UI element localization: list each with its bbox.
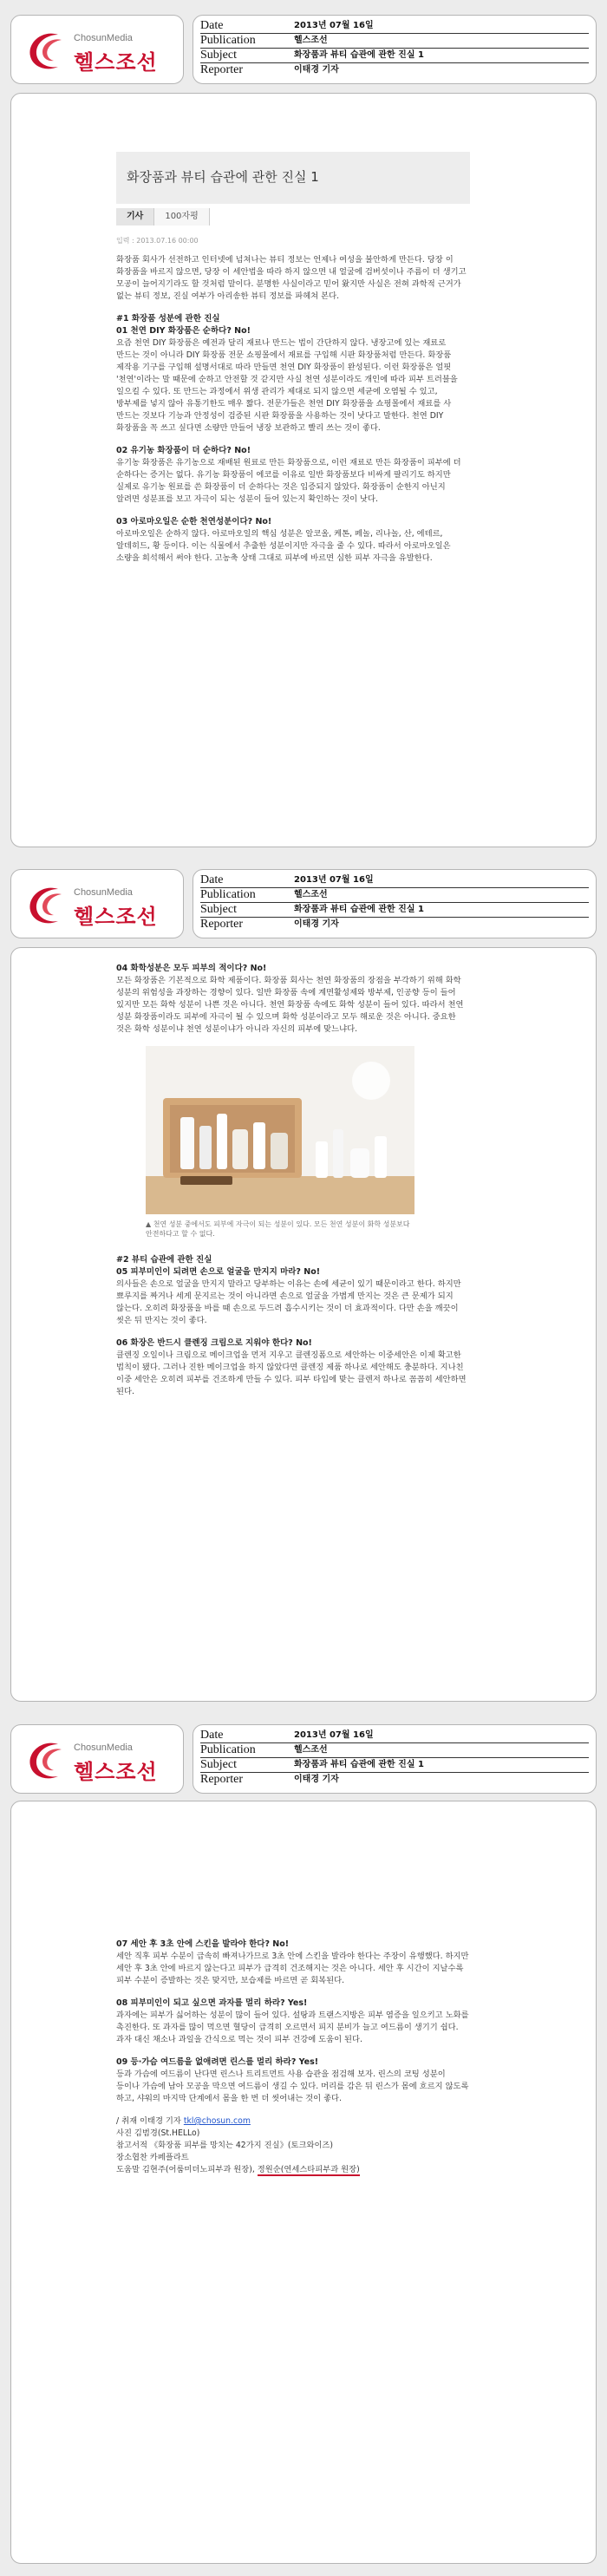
tab-comments[interactable]: 100자평: [154, 208, 209, 226]
meta-row-reporter: [200, 918, 589, 932]
brand-logo: [10, 1724, 184, 1794]
meta-row-date: [200, 873, 589, 888]
credit-line: 참고서적 《화장품 피부를 망치는 42가지 진실》(토크와이즈): [116, 2141, 334, 2150]
page-header: [10, 869, 597, 945]
article-column-1: [116, 152, 470, 575]
meta-value: 이태경 기자: [294, 1775, 339, 1784]
photo-caption: ▲ 천연 성분 중에서도 피부에 자극이 되는 성분이 있다. 모든 천연 성분이 화학 성분보다 안전하다고 할 수 없다.: [146, 1220, 410, 1238]
cosmetics-photo-illustration: [146, 1046, 414, 1214]
credit-line-advisors: [116, 2164, 470, 2176]
meta-row-subject: [200, 49, 589, 63]
section-08: [116, 1997, 470, 2046]
meta-key: Subject: [200, 903, 237, 916]
brand-name-en: ChosunMedia: [74, 887, 133, 898]
meta-key: Subject: [200, 1758, 237, 1771]
section-03: [116, 516, 470, 565]
meta-row-publication: [200, 888, 589, 903]
reporter-email-link[interactable]: tkl@chosun.com: [183, 2116, 251, 2126]
meta-row-subject: [200, 903, 589, 918]
meta-row-reporter: [200, 1773, 589, 1788]
section-body: 등과 가슴에 여드름이 난다면 린스나 트리트먼트 사용 습관을 점검해 보자. 린스의 코팅 성분이 등이나 가슴에 남아 모공을 막으면 여드름이 생길 수 있다. 머리를 감은 뒤 린스가 몸에 흐르지 않도록 하고, 샤워의 마지막 단계에서 몸을 한 번 더 씻어내는 것이 좋다.: [116, 2069, 469, 2103]
page-header: [10, 15, 597, 91]
article-tabs: [116, 208, 470, 226]
meta-key: Publication: [200, 888, 256, 901]
brand-name-en: ChosunMedia: [74, 1742, 133, 1753]
section-body: 세안 직후 피부 수분이 급속히 빠져나가므로 3초 안에 스킨을 발라야 한다는 주장이 유행했다. 하지만 세안 후 3초 안에 바르지 않는다고 피부가 급격히 건조해지는 것은 아니다. 세안 후 시간이 지날수록 피부 수분이 증발하는 것은 맞지만, 보습제를 바르면 곧 회복된다.: [116, 1952, 469, 1985]
article-title: 화장품과 뷰티 습관에 관한 진실 1: [116, 152, 470, 204]
section-subheading: 02 유기농 화장품이 더 순하다? No!: [116, 446, 251, 455]
meta-value: 2013년 07월 16일: [294, 875, 374, 885]
section-subheading: 01 천연 DIY 화장품은 순하다? No!: [116, 326, 251, 336]
meta-key: Date: [200, 19, 224, 32]
section-01: [116, 313, 470, 435]
meta-row-reporter: [200, 63, 589, 78]
brand-logo: [10, 15, 184, 84]
section-05: [116, 1254, 470, 1327]
meta-row-subject: [200, 1758, 589, 1773]
meta-row-publication: [200, 34, 589, 49]
meta-table: [193, 15, 597, 84]
brand-name-en: ChosunMedia: [74, 33, 133, 43]
meta-table: [193, 1724, 597, 1794]
meta-value: 2013년 07월 16일: [294, 21, 374, 30]
meta-value: 이태경 기자: [294, 65, 339, 75]
section-04: [116, 963, 470, 1036]
credit-line: 사진 김범경(St.HELLo): [116, 2128, 200, 2138]
section-body: 모든 화장품은 기본적으로 화학 제품이다. 화장품 회사는 천연 화장품의 장점을 부각하기 위해 화학 성분의 위험성을 과장하는 경향이 있다. 일반 화장품 속에 계면활성제와 방부제, 인공향 등이 들어 있지만 모든 화학 성분이 나쁜 것은 아니다. 천연 화장품 속에도 화학 성분이 들어 있다. 따라서 천연 성분 화장품이라도 피부에 자극이 될 수 있으며 화학 성분이라고 모두 해로운 것은 아니다. 중요한 것은 화학 성분이냐 천연 성분이냐가 아니라 자신의 피부에 맞느냐다.: [116, 976, 464, 1034]
credit-line: 장소협찬 카페플라트: [116, 2153, 189, 2162]
meta-row-publication: [200, 1743, 589, 1758]
section-subheading: 07 세안 후 3초 안에 스킨을 발라야 한다? No!: [116, 1939, 290, 1949]
meta-value: 화장품과 뷰티 습관에 관한 진실 1: [294, 905, 424, 914]
article-column-2: [116, 963, 470, 1409]
section-07: [116, 1939, 470, 1987]
article-intro: 화장품 회사가 선전하고 인터넷에 넘쳐나는 뷰티 정보는 언제나 여성을 불안하게 만든다. 당장 이 화장품을 바르지 않으면, 당장 이 세안법을 따라 하지 않으면 내 얼굴에 검버섯이나 주름이 더 생기고 모공이 늘어지기라도 할 것처럼 말이다. 분명한 사실이라고 믿어 왔지만 사실은 전혀 과학적 근거가 없는 뷰티 정보, 진실 여부가 아리송한 뷰티 정보를 파헤쳐 본다.: [116, 255, 467, 301]
section-body: 아로마오일은 순하지 않다. 아로마오일의 핵심 성분은 알코올, 케톤, 페놀, 리나놀, 산, 에테르, 알데히드, 황 등이다. 이는 식물에서 추출한 성분이지만 자극을 줄 수 있다. 따라서 아로마오일은 소량을 희석해서 써야 한다. 고농축 상태 그대로 피부에 바르면 심한 피부 자극을 유발한다.: [116, 529, 451, 563]
meta-value: 화장품과 뷰티 습관에 관한 진실 1: [294, 50, 424, 60]
article-photo-cosmetics: [146, 1046, 414, 1214]
meta-value: 화장품과 뷰티 습관에 관한 진실 1: [294, 1760, 424, 1769]
section-subheading: 09 등·가슴 여드름을 없애려면 린스를 멀리 하라? Yes!: [116, 2057, 319, 2067]
meta-key: Reporter: [200, 918, 243, 931]
brand-swoosh-icon: [23, 881, 70, 928]
section-subheading: 03 아로마오일은 순한 천연성분이다? No!: [116, 517, 272, 526]
publish-timestamp: 입력 : 2013.07.16 00:00: [116, 237, 199, 245]
meta-key: Reporter: [200, 1773, 243, 1786]
meta-row-date: [200, 1729, 589, 1743]
meta-value: 헬스조선: [294, 890, 328, 899]
page-header: [10, 1724, 597, 1801]
meta-key: Date: [200, 1729, 224, 1742]
section-heading: #1 화장품 성분에 관한 진실: [116, 314, 220, 324]
meta-value: 이태경 기자: [294, 919, 339, 929]
meta-key: Date: [200, 873, 224, 886]
meta-key: Publication: [200, 34, 256, 47]
brand-name-ko: 헬스조선: [74, 1760, 158, 1784]
article-column-3: [116, 1939, 470, 2187]
section-09: [116, 2056, 470, 2105]
section-body: 과자에는 피부가 싫어하는 성분이 많이 들어 있다. 설탕과 트랜스지방은 피부 염증을 일으키고 노화를 촉진한다. 또 과자를 많이 먹으면 혈당이 급격히 오르면서 피지 분비가 늘고 여드름이 생기기 쉽다. 과자 대신 채소나 과일을 간식으로 먹는 것이 피부 건강에 도움이 된다.: [116, 2010, 469, 2044]
brand-swoosh-icon: [23, 27, 70, 74]
meta-key: Reporter: [200, 63, 243, 76]
article-credits: [116, 2115, 470, 2176]
section-subheading: 08 피부미인이 되고 싶으면 과자를 멀리 하라? Yes!: [116, 1998, 308, 2008]
section-heading: #2 뷰티 습관에 관한 진실: [116, 1255, 212, 1265]
brand-logo: [10, 869, 184, 938]
credit-line: 도움말 김현주(어룸미더노피부과 원장),: [116, 2165, 255, 2174]
tab-article[interactable]: 기사: [116, 208, 154, 226]
byline: [116, 2115, 470, 2128]
section-subheading: 04 화학성분은 모두 피부의 적이다? No!: [116, 964, 267, 973]
section-body: 클렌징 오일이나 크림으로 메이크업을 먼저 지우고 클렌징폼으로 세안하는 이중세안은 이제 확고한 법칙이 됐다. 그러나 진한 메이크업을 하지 않았다면 클렌징 제품 하나로 세안해도 충분하다. 지나친 이중 세안은 오히려 피부를 건조하게 만들 수 있다. 피부 타입에 맞는 클렌저 하나로 꼼꼼히 세안하면 된다.: [116, 1350, 467, 1396]
section-06: [116, 1337, 470, 1398]
section-02: [116, 445, 470, 506]
byline-prefix: / 취재 이태경 기자: [116, 2116, 181, 2126]
brand-name-ko: 헬스조선: [74, 905, 158, 929]
meta-value: 헬스조선: [294, 36, 328, 45]
section-body: 유기농 화장품은 유기농으로 재배된 원료로 만든 화장품으로, 이런 재료로 만든 화장품이 피부에 더 순하다는 증거는 없다. 유기농 화장품이 에코를 이유로 일반 화장품보다 비싸게 팔리기도 하지만 실제로 유기농 원료를 쓴 화장품이 더 순하다는 것은 입증되지 않았다. 화장품이 순한지 아닌지 알려면 성분표를 보고 자극이 되는 성분이 들어 있는지 확인하는 것이 낫다.: [116, 458, 461, 504]
meta-key: Publication: [200, 1743, 256, 1756]
highlighted-advisor: 정원순(연세스타피부과 원장): [257, 2165, 360, 2174]
meta-value: 헬스조선: [294, 1745, 328, 1755]
section-subheading: 05 피부미인이 되려면 손으로 얼굴을 만지지 마라? No!: [116, 1267, 321, 1277]
section-body: 의사들은 손으로 얼굴을 만지지 말라고 당부하는 이유는 손에 세균이 있기 때문이라고 한다. 하지만 뾰루지를 짜거나 세게 문지르는 것이 아니라면 손으로 얼굴을 가볍게 만지는 것은 큰 문제가 되지 않는다. 오히려 화장품을 바를 때 손으로 두드려 흡수시키는 것이 더 효과적이다. 다만 손을 깨끗이 씻은 뒤 만지는 것이 좋다.: [116, 1279, 461, 1325]
brand-swoosh-icon: [23, 1736, 70, 1783]
brand-name-ko: 헬스조선: [74, 50, 158, 75]
meta-key: Subject: [200, 49, 237, 62]
meta-value: 2013년 07월 16일: [294, 1730, 374, 1740]
section-body: 요즘 천연 DIY 화장품은 예전과 달리 재료나 만드는 법이 간단하지 않다. 냉장고에 있는 재료로 만드는 것이 아니라 DIY 화장품 전문 쇼핑몰에서 재료를 구입해 시판 화장품처럼 만든다. 화장품 제작용 기구를 구입해 설명서대로 따라 만들면 천연 DIY 화장품이 완성된다. 이런 화장품은 얼핏 '천연'이라는 말 때문에 순하고 안전할 것 같지만 사실 천연 성분이라도 개인에 따라 피부 트러블을 일으킬 수 있다. 또 만드는 과정에서 위생 관리가 제대로 되지 않으면 세균에 오염될 수 있고, 방부제를 넣지 않아 유통기한도 매우 짧다. 전문가들은 천연 DIY 화장품을 쇼핑몰에서 재료를 사 만드는 것보다 기능과 안정성이 검증된 시판 화장품을 사용하는 것이 낫다고 말한다. 천연 DIY 화장품을 꼭 쓰고 싶다면 소량만 만들어 냉장 보관하고 빨리 쓰는 것이 좋다.: [116, 338, 458, 433]
meta-row-date: [200, 19, 589, 34]
section-subheading: 06 화장은 반드시 클렌징 크림으로 지워야 한다? No!: [116, 1338, 312, 1348]
meta-table: [193, 869, 597, 938]
